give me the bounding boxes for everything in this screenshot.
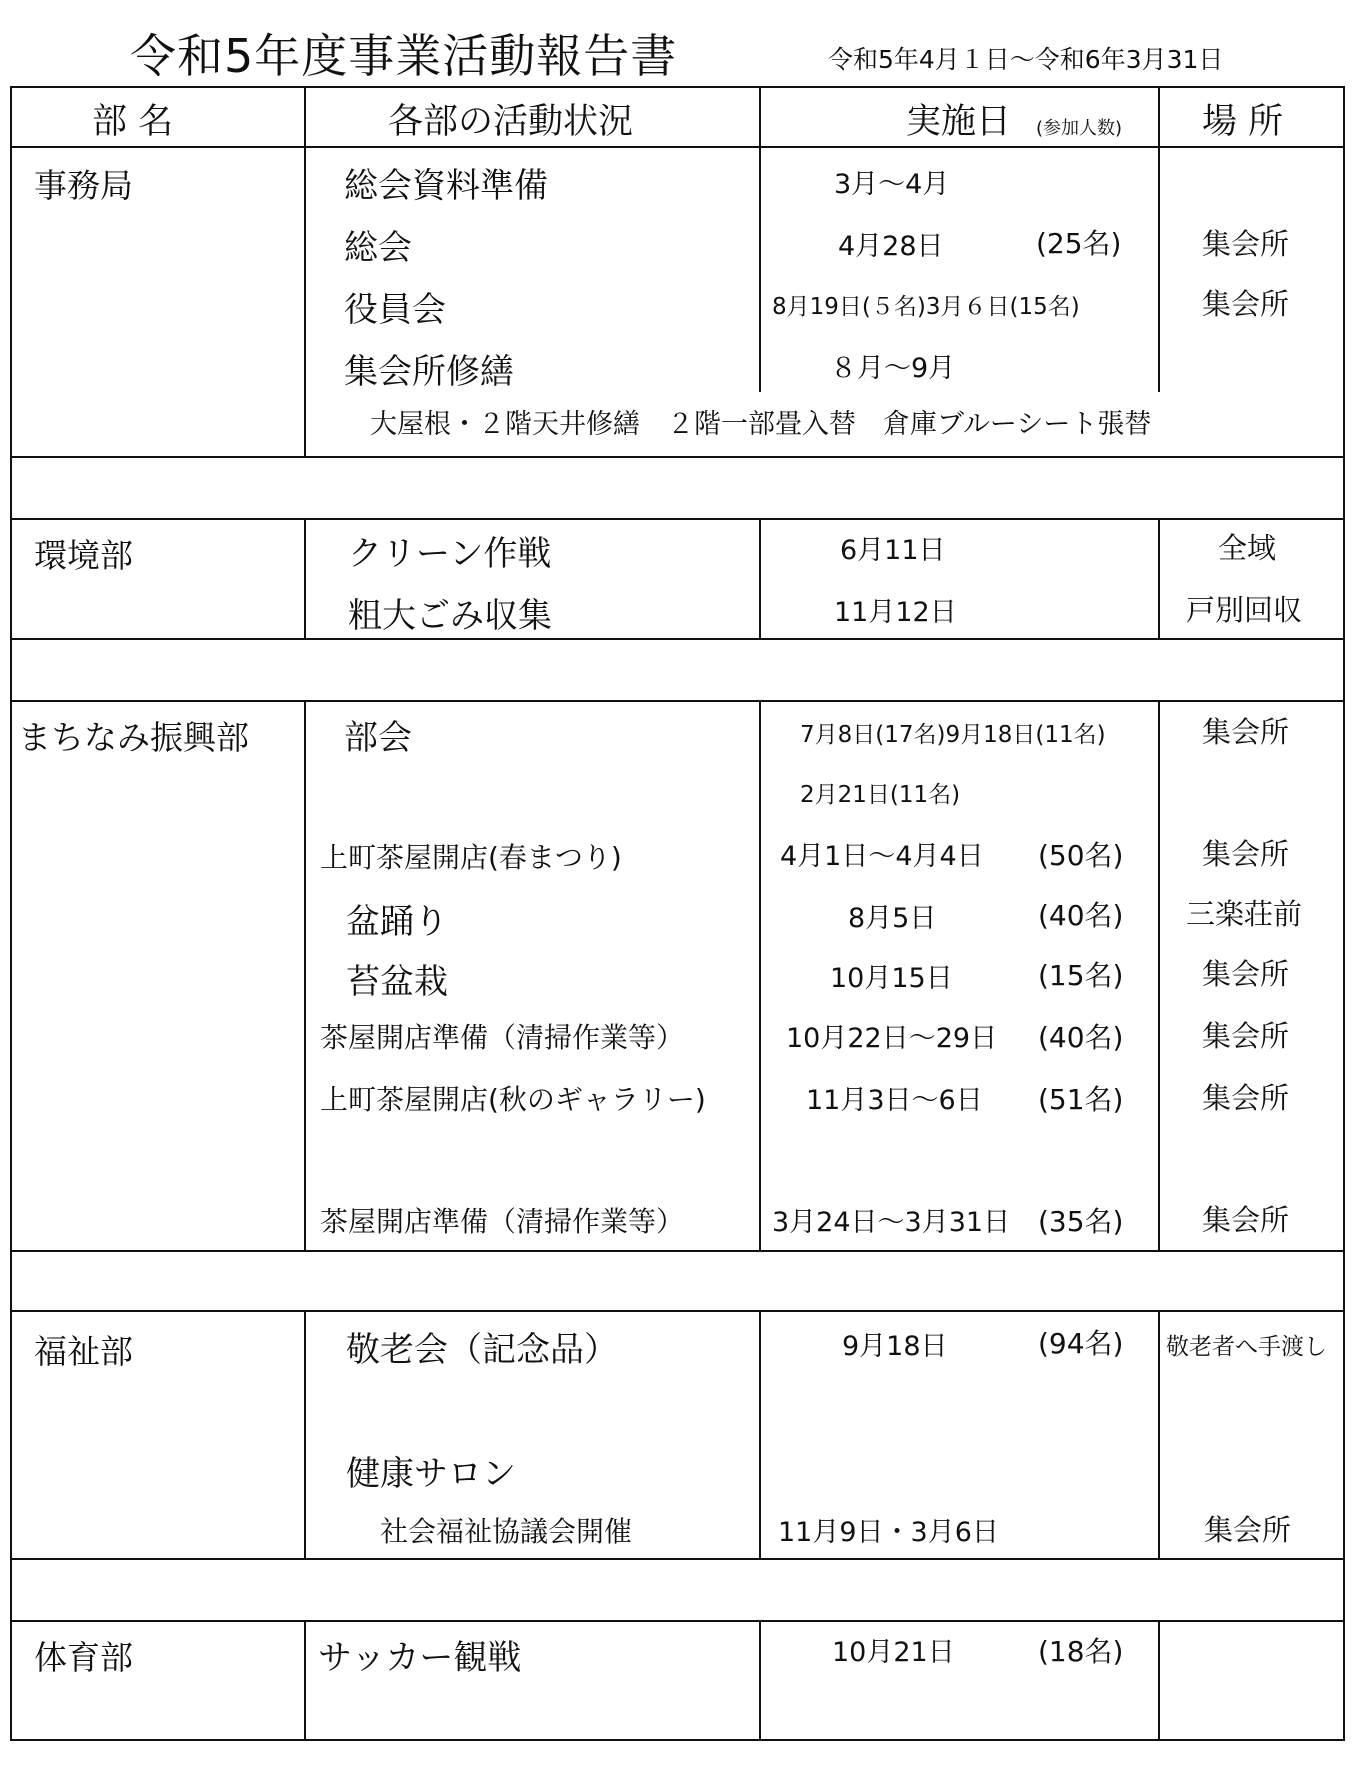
activity-place: 集会所 [1204, 1513, 1292, 1547]
activity-place: 集会所 [1202, 1081, 1290, 1115]
activity-date: 11月12日 [834, 597, 957, 628]
activity-place: 集会所 [1202, 1019, 1290, 1053]
header-date-note: (参加人数) [1036, 118, 1123, 139]
document-title: 令和5年度事業活動報告書 [130, 29, 678, 83]
activity-place: 集会所 [1202, 837, 1290, 871]
activity-place: 集会所 [1202, 957, 1290, 991]
activity-place: 全域 [1218, 531, 1277, 565]
participant-count: (18名) [1038, 1635, 1124, 1668]
col-line [1158, 1620, 1160, 1741]
participant-count: (40名) [1038, 1021, 1124, 1054]
activity-date: 8月5日 [848, 903, 937, 934]
col-line [1158, 1310, 1160, 1558]
col-line [304, 518, 306, 638]
activity-date: 9月18日 [842, 1331, 948, 1362]
department-name: 福祉部 [34, 1332, 133, 1371]
row-line [10, 1310, 1345, 1312]
header-date: 実施日 [906, 102, 1012, 142]
department-name: 事務局 [34, 166, 133, 205]
col-line [759, 518, 761, 638]
activity-table [10, 86, 1345, 1741]
row-line [10, 1558, 1345, 1560]
activity-name: 集会所修繕 [344, 352, 514, 392]
activity-name: 総会資料準備 [344, 166, 548, 206]
col-line [759, 1310, 761, 1558]
col-line [1158, 86, 1160, 392]
activity-name: 役員会 [344, 290, 446, 330]
row-line [10, 638, 1345, 640]
activity-date: 3月～4月 [834, 169, 950, 200]
participant-count: (50名) [1038, 839, 1124, 872]
header-activity: 各部の活動状況 [388, 102, 634, 142]
activity-date: 8月19日(５名)3月６日(15名) [772, 294, 1080, 320]
participant-count: (40名) [1038, 899, 1124, 932]
col-line [1158, 518, 1160, 638]
department-name: 環境部 [34, 536, 133, 575]
activity-date: 6月11日 [840, 535, 946, 566]
activity-date: 7月8日(17名)9月18日(11名) [800, 722, 1106, 748]
activity-name: 健康サロン [346, 1454, 516, 1494]
col-line [759, 1620, 761, 1741]
activity-name: 部会 [344, 718, 412, 758]
activity-place: 集会所 [1202, 715, 1290, 749]
col-line [304, 86, 306, 456]
col-line [759, 86, 761, 392]
row-line [10, 700, 1345, 702]
activity-place: 三楽荘前 [1186, 897, 1303, 931]
col-line [304, 1620, 306, 1741]
row-line [10, 146, 1345, 148]
activity-name: 茶屋開店準備（清掃作業等） [320, 1205, 685, 1238]
participant-count: (25名) [1036, 227, 1122, 260]
activity-name: 盆踊り [346, 902, 448, 942]
activity-date: 3月24日～3月31日 [772, 1207, 1011, 1238]
header-place: 場 所 [1202, 102, 1284, 142]
participant-count: (15名) [1038, 959, 1124, 992]
header-department: 部 名 [92, 102, 174, 142]
activity-name: 粗大ごみ収集 [348, 596, 552, 636]
activity-name: 上町茶屋開店(春まつり) [320, 841, 622, 874]
activity-date: ８月～9月 [830, 353, 956, 384]
activity-date: 10月15日 [830, 963, 953, 994]
report-period: 令和5年4月１日～令和6年3月31日 [828, 45, 1224, 74]
repair-note: 大屋根・２階天井修繕 ２階一部畳入替 倉庫ブルーシート張替 [370, 409, 1152, 440]
activity-date: 11月9日・3月6日 [778, 1517, 999, 1548]
activity-place: 戸別回収 [1186, 593, 1303, 627]
activity-name: クリーン作戦 [348, 534, 552, 574]
col-line [304, 700, 306, 1250]
participant-count: (35名) [1038, 1205, 1124, 1238]
activity-name: 総会 [344, 228, 412, 268]
activity-name: 茶屋開店準備（清掃作業等） [320, 1021, 685, 1054]
department-name: 体育部 [34, 1638, 133, 1677]
activity-date: 10月21日 [832, 1637, 955, 1668]
participant-count: (94名) [1038, 1327, 1124, 1360]
col-line [1158, 700, 1160, 1250]
row-line [10, 456, 1345, 458]
row-line [10, 1620, 1345, 1622]
activity-name: 社会福祉協議会開催 [380, 1515, 633, 1548]
activity-place: 集会所 [1202, 287, 1290, 321]
activity-date: 4月28日 [838, 231, 944, 262]
activity-place: 集会所 [1202, 1203, 1290, 1237]
row-line [10, 518, 1345, 520]
activity-date: 2月21日(11名) [800, 782, 961, 808]
activity-date: 10月22日～29日 [786, 1023, 998, 1054]
activity-place: 集会所 [1202, 227, 1290, 261]
activity-date: 11月3日～6日 [806, 1085, 983, 1116]
activity-name: 苔盆栽 [346, 962, 448, 1002]
activity-place: 敬老者へ手渡し [1166, 1334, 1327, 1360]
participant-count: (51名) [1038, 1083, 1124, 1116]
activity-name: 敬老会（記念品） [346, 1330, 618, 1370]
activity-name: サッカー観戦 [318, 1638, 522, 1678]
department-name: まちなみ振興部 [18, 718, 249, 757]
activity-name: 上町茶屋開店(秋のギャラリー) [320, 1083, 706, 1116]
row-line [10, 1250, 1345, 1252]
activity-date: 4月1日～4月4日 [780, 841, 984, 872]
col-line [759, 700, 761, 1250]
col-line [304, 1310, 306, 1558]
